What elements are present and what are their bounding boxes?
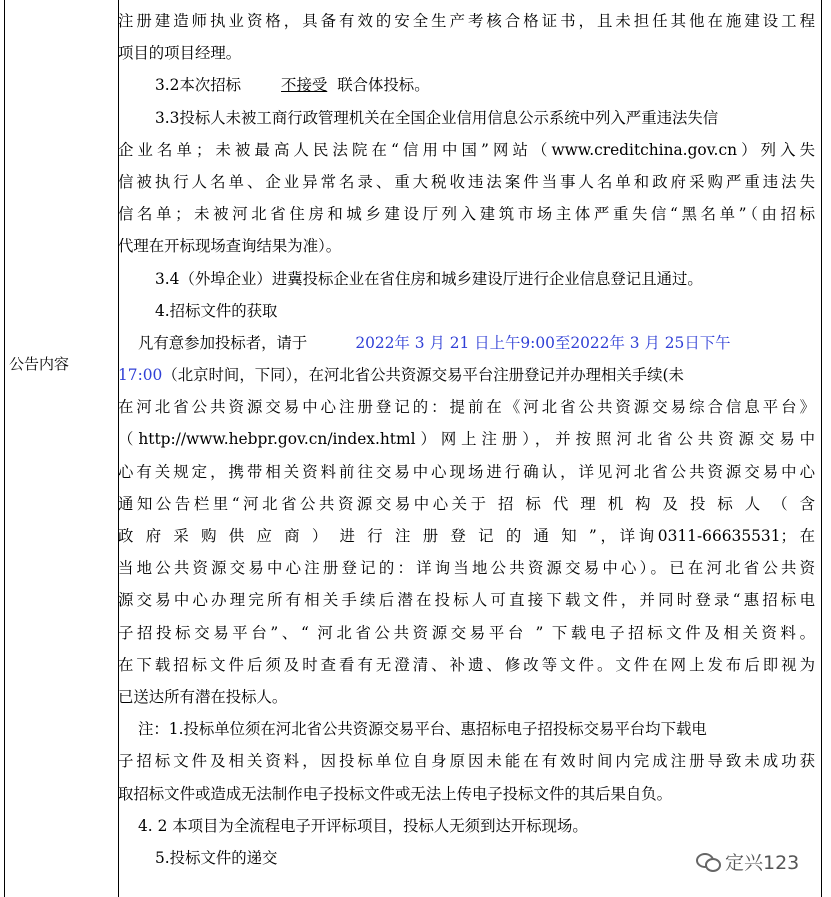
date-range-text: 2022年 3 月 21 日上午9:00至2022年 3 月 25日下午 bbox=[355, 333, 731, 352]
clause-3-2-suffix: 联合体投标。 bbox=[337, 76, 430, 95]
text-line: 当地公共资源交易中心注册登记的：详询当地公共资源交易中心）。已在河北省公共资 bbox=[118, 559, 815, 578]
text-line: 代理在开标现场查询结果为准）。 bbox=[118, 237, 342, 256]
text-line: 在河北省公共资源交易中心注册登记的：提前在《河北省公共资源交易综合信息平台》 bbox=[118, 398, 815, 417]
section-heading: 4.招标文件的获取 bbox=[155, 301, 278, 320]
text-line: 通知公告栏里“河北省公共资源交易中心关于 招 标 代 理 机 构 及 投 标 人 （ 含 bbox=[118, 494, 815, 513]
text-line: 注册建造师执业资格，具备有效的安全生产考核合格证书，且未担任其他在施建设工程 bbox=[118, 12, 815, 30]
text-line: 子招投标交易平台”、“ 河北省公共资源交易平台 ” 下载电子招标文件及相关资料。 bbox=[118, 623, 815, 642]
text-line: 政 府 采 购 供 应 商 ） 进 行 注 册 登 记 的 通 知 ”，详询0311-66635531；在 bbox=[118, 527, 815, 545]
clause-3-2-label: 3.2本次招标 bbox=[155, 76, 242, 95]
watermark-text: 定兴123 bbox=[725, 851, 800, 874]
text-line: （http://www.hebpr.gov.cn/index.html）网上注册），并按照河北省公共资源交易中 bbox=[118, 430, 815, 449]
text-line: 3.3投标人未被工商行政管理机关在全国企业信用信息公示系统中列入严重违法失信 bbox=[155, 108, 719, 127]
text-line: 子招标文件及相关资料，因投标单位自身原因未能在有效时间内完成注册导致未成功获 bbox=[118, 752, 815, 771]
text-line bbox=[118, 359, 815, 391]
consortium-policy-value: 不接受 bbox=[281, 76, 328, 95]
watermark bbox=[696, 846, 799, 876]
text-line: 在下载招标文件后须及时查看有无澄清、补遗、修改等文件。文件在网上发布后即视为 bbox=[118, 655, 815, 674]
end-time-text: 17:00 bbox=[118, 366, 163, 385]
registration-text: （北京时间，下同），在河北省公共资源交易平台注册登记并办理相关手续(未 bbox=[162, 366, 684, 385]
section-heading: 5.投标文件的递交 bbox=[155, 848, 278, 867]
text-line: 心有关规定，携带相关资料前往交易中心现场进行确认，详见河北省公共资源交易中心 bbox=[118, 462, 815, 481]
text-line bbox=[118, 69, 815, 101]
text-line: 取招标文件或造成无法制作电子投标文件或无法上传电子投标文件的其后果自负。 bbox=[118, 784, 673, 803]
text-line: 4. 2 本项目为全流程电子开评标项目，投标人无须到达开标现场。 bbox=[138, 816, 588, 835]
row-label: 公告内容 bbox=[9, 355, 70, 373]
text-line: 信名单；未被河北省住房和城乡建设厅列入建筑市场主体严重失信“黑名单”（由招标 bbox=[118, 205, 815, 224]
row-label-cell bbox=[5, 0, 118, 897]
text-line: 项目的项目经理。 bbox=[118, 44, 242, 63]
note-line: 注：1.投标单位须在河北省公共资源交易平台、惠招标电子招投标交易平台均下载电 bbox=[138, 720, 707, 739]
notice-content bbox=[118, 5, 815, 874]
text-line: 企业名单；未被最高人民法院在“信用中国”网站（www.creditchina.gov.cn）列入失 bbox=[118, 140, 815, 159]
wechat-icon bbox=[696, 851, 720, 871]
text-line bbox=[118, 327, 815, 359]
text-line: 3.4（外埠企业）进冀投标企业在省住房和城乡建设厅进行企业信息登记且通过。 bbox=[155, 269, 703, 288]
intro-text: 凡有意参加投标者，请于 bbox=[138, 333, 308, 352]
text-line: 信被执行人名单、企业异常名录、重大税收违法案件当事人名单和政府采购严重违法失 bbox=[118, 172, 815, 191]
text-line: 源交易中心办理完所有相关手续后潜在投标人可直接下载文件，并同时登录“惠招标电 bbox=[118, 591, 815, 610]
text-line: 已送达所有潜在投标人。 bbox=[118, 687, 288, 706]
